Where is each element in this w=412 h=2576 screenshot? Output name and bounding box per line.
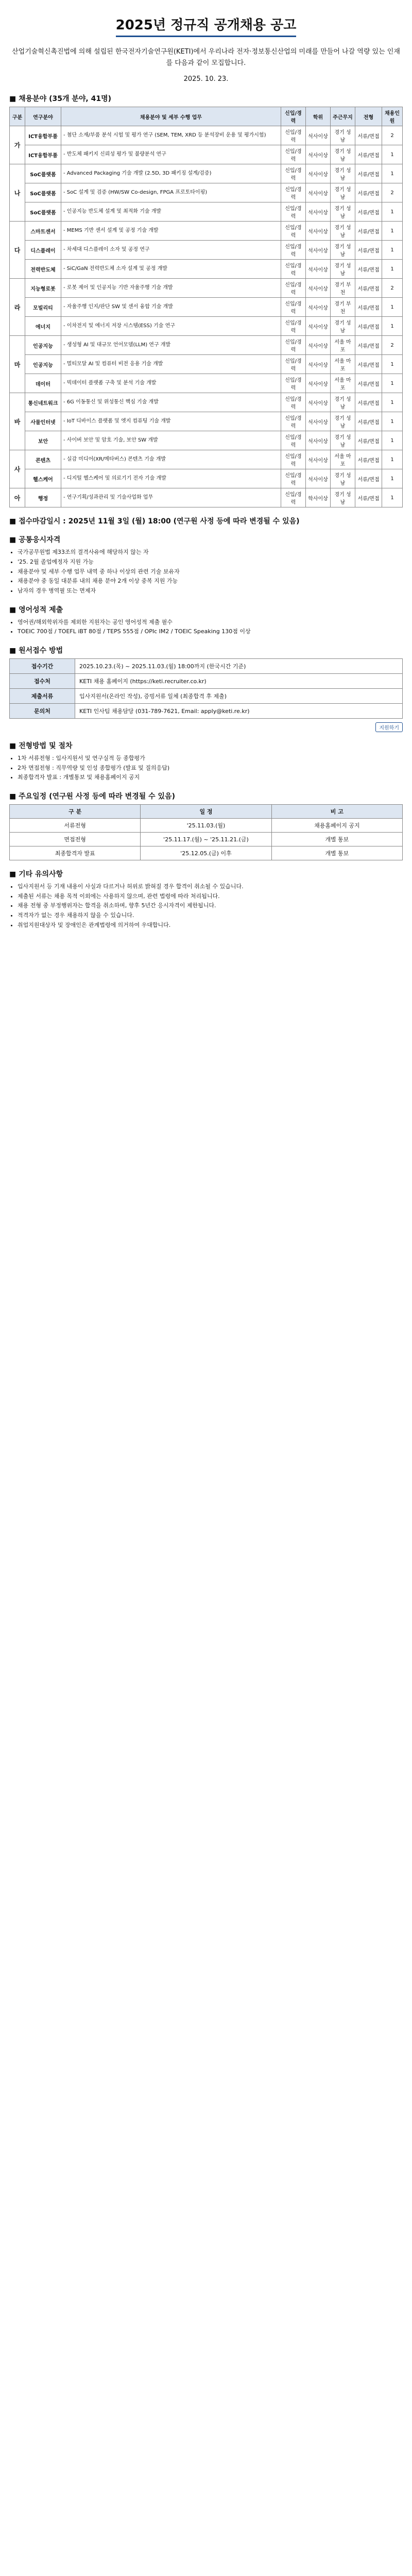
headcount-cell: 1 <box>382 145 403 164</box>
duty-cell: - 자율주행 인지/판단 SW 및 센서 융합 기술 개발 <box>61 298 281 317</box>
duty-cell: - SoC 설계 및 검증 (HW/SW Co-design, FPGA 프로토타이핑) <box>61 183 281 202</box>
exam-cell: 서류/면접 <box>355 222 382 241</box>
duty-cell: - 인공지능 반도체 설계 및 최적화 기술 개발 <box>61 202 281 222</box>
group-cell: 바 <box>10 393 25 450</box>
degree-cell: 석사이상 <box>306 298 331 317</box>
headcount-cell: 1 <box>382 488 403 507</box>
section-notes-title: ■ 기타 유의사항 <box>9 870 63 879</box>
column-header: 채용분야 및 세부 수행 업무 <box>61 107 281 126</box>
process-list <box>18 754 403 783</box>
table-row <box>10 819 403 833</box>
headcount-cell: 2 <box>382 126 403 145</box>
degree-cell: 석사이상 <box>306 241 331 260</box>
schedule-cell: 면접전형 <box>10 833 141 846</box>
duty-cell: - Advanced Packaging 기술 개발 (2.5D, 3D 패키징 설계/검증) <box>61 164 281 183</box>
career-cell: 신입/경력 <box>281 488 306 507</box>
exam-cell: 서류/면접 <box>355 450 382 469</box>
table-row <box>10 298 403 317</box>
degree-cell: 석사이상 <box>306 450 331 469</box>
table-row <box>10 833 403 846</box>
table-row <box>10 260 403 279</box>
field-cell: 스마트센서 <box>25 222 61 241</box>
degree-cell: 석사이상 <box>306 145 331 164</box>
site-cell: 서울 마포 <box>331 450 355 469</box>
list-item: • 적격자가 없는 경우 채용하지 않을 수 있습니다. <box>18 911 403 921</box>
degree-cell: 석사이상 <box>306 164 331 183</box>
site-cell: 경기 성남 <box>331 488 355 507</box>
exam-cell: 서류/면접 <box>355 336 382 355</box>
field-cell: 전력반도체 <box>25 260 61 279</box>
career-cell: 신입/경력 <box>281 279 306 298</box>
exam-cell: 서류/면접 <box>355 469 382 488</box>
english-score-list <box>18 618 403 637</box>
headcount-cell: 1 <box>382 222 403 241</box>
exam-cell: 서류/면접 <box>355 393 382 412</box>
duty-cell: - 멀티모달 AI 및 컴퓨터 비전 응용 기술 개발 <box>61 355 281 374</box>
site-cell: 경기 성남 <box>331 260 355 279</box>
headcount-cell: 1 <box>382 355 403 374</box>
career-cell: 신입/경력 <box>281 260 306 279</box>
table-row <box>10 488 403 507</box>
career-cell: 신입/경력 <box>281 164 306 183</box>
field-cell: 인공지능 <box>25 336 61 355</box>
career-cell: 신입/경력 <box>281 450 306 469</box>
site-cell: 경기 성남 <box>331 126 355 145</box>
career-cell: 신입/경력 <box>281 355 306 374</box>
headcount-cell: 1 <box>382 450 403 469</box>
schedule-cell: '25.11.17.(월) ~ '25.11.21.(금) <box>141 833 271 846</box>
degree-cell: 석사이상 <box>306 202 331 222</box>
table-row <box>10 704 403 719</box>
site-cell: 경기 성남 <box>331 431 355 450</box>
table-row <box>10 450 403 469</box>
info-label: 제출서류 <box>10 689 75 704</box>
career-cell: 신입/경력 <box>281 412 306 431</box>
table-row <box>10 659 403 674</box>
duty-cell: - SiC/GaN 전력반도체 소자 설계 및 공정 개발 <box>61 260 281 279</box>
column-header: 일 정 <box>141 805 271 819</box>
table-row <box>10 846 403 860</box>
list-item: • '25. 2월 졸업예정자 지원 가능 <box>18 557 403 567</box>
schedule-cell: 채용홈페이지 공지 <box>271 819 402 833</box>
page-title: 2025년 정규직 공개채용 공고 <box>9 14 403 37</box>
schedule-cell: 개별 통보 <box>271 846 402 860</box>
career-cell: 신입/경력 <box>281 317 306 336</box>
schedule-cell: '25.11.03.(월) <box>141 819 271 833</box>
duty-cell: - 이차전지 및 에너지 저장 시스템(ESS) 기술 연구 <box>61 317 281 336</box>
section-english-title: ■ 영어성적 제출 <box>9 605 63 614</box>
group-cell: 나 <box>10 164 25 222</box>
schedule-cell: 서류전형 <box>10 819 141 833</box>
table-row <box>10 689 403 704</box>
exam-cell: 서류/면접 <box>355 202 382 222</box>
headcount-cell: 1 <box>382 241 403 260</box>
exam-cell: 서류/면접 <box>355 317 382 336</box>
table-row <box>10 126 403 145</box>
exam-cell: 서류/면접 <box>355 260 382 279</box>
degree-cell: 석사이상 <box>306 183 331 202</box>
site-cell: 경기 성남 <box>331 241 355 260</box>
degree-cell: 석사이상 <box>306 412 331 431</box>
career-cell: 신입/경력 <box>281 202 306 222</box>
table-row <box>10 317 403 336</box>
degree-cell: 석사이상 <box>306 279 331 298</box>
site-cell: 경기 성남 <box>331 222 355 241</box>
headcount-cell: 1 <box>382 431 403 450</box>
table-row <box>10 393 403 412</box>
duty-cell: - 빅데이터 플랫폼 구축 및 분석 기술 개발 <box>61 374 281 393</box>
duty-cell: - 반도체 패키지 신뢰성 평가 및 불량분석 연구 <box>61 145 281 164</box>
section-recruit-fields-title: ■ 채용분야 (35개 분야, 41명) <box>9 95 111 104</box>
field-cell: 헬스케어 <box>25 469 61 488</box>
headcount-cell: 2 <box>382 279 403 298</box>
application-info-table <box>9 658 403 719</box>
career-cell: 신입/경력 <box>281 222 306 241</box>
list-item: • 국가공무원법 제33조의 결격사유에 해당하지 않는 자 <box>18 548 403 557</box>
info-value: 입사지원서(온라인 작성), 증빙서류 일체 (최종합격 후 제출) <box>75 689 403 704</box>
section-process-title: ■ 전형방법 및 절차 <box>9 742 73 750</box>
duty-cell: - MEMS 기반 센서 설계 및 공정 기술 개발 <box>61 222 281 241</box>
degree-cell: 석사이상 <box>306 336 331 355</box>
posting-date: 2025. 10. 23. <box>183 75 229 83</box>
exam-cell: 서류/면접 <box>355 164 382 183</box>
degree-cell: 석사이상 <box>306 222 331 241</box>
info-value: KETI 채용 홈페이지 (https://keti.recruiter.co.kr) <box>75 674 403 689</box>
exam-cell: 서류/면접 <box>355 145 382 164</box>
exam-cell: 서류/면접 <box>355 412 382 431</box>
exam-cell: 서류/면접 <box>355 126 382 145</box>
duty-cell: - 첨단 소재/부품 분석 시험 및 평가 연구 (SEM, TEM, XRD 등 분석장비 운용 및 평가시험) <box>61 126 281 145</box>
info-value: 2025.10.23.(목) ~ 2025.11.03.(월) 18:00까지 (한국시간 기준) <box>75 659 403 674</box>
site-cell: 경기 부천 <box>331 298 355 317</box>
table-row <box>10 222 403 241</box>
field-cell: 사물인터넷 <box>25 412 61 431</box>
recruit-fields-table <box>9 107 403 507</box>
headcount-cell: 1 <box>382 260 403 279</box>
schedule-cell: '25.12.05.(금) 이후 <box>141 846 271 860</box>
group-cell: 사 <box>10 450 25 488</box>
headcount-cell: 1 <box>382 164 403 183</box>
list-item: • 1차 서류전형 : 입사지원서 및 연구실적 등 종합평가 <box>18 754 403 764</box>
info-value: KETI 인사팀 채용담당 (031-789-7621, Email: apply@keti.re.kr) <box>75 704 403 719</box>
exam-cell: 서류/면접 <box>355 488 382 507</box>
list-item: • 남자의 경우 병역필 또는 면제자 <box>18 586 403 596</box>
column-header: 구분 <box>10 107 25 126</box>
exam-cell: 서류/면접 <box>355 183 382 202</box>
field-cell: 보안 <box>25 431 61 450</box>
section-qualification-title: ■ 공통응시자격 <box>9 536 61 545</box>
career-cell: 신입/경력 <box>281 431 306 450</box>
table-row <box>10 412 403 431</box>
duty-cell: - 연구기획/성과관리 및 기술사업화 업무 <box>61 488 281 507</box>
duty-cell: - 생성형 AI 및 대규모 언어모델(LLM) 연구 개발 <box>61 336 281 355</box>
list-item: • 채용분야 중 동일 대분류 내의 채용 분야 2개 이상 중복 지원 가능 <box>18 577 403 586</box>
degree-cell: 석사이상 <box>306 431 331 450</box>
list-item: • 최종합격자 발표 : 개별통보 및 채용홈페이지 공지 <box>18 773 403 783</box>
schedule-cell: 최종합격자 발표 <box>10 846 141 860</box>
column-header: 학위 <box>306 107 331 126</box>
section-deadline-title: ■ 접수마감일시 : 2025년 11월 3일 (월) 18:00 (연구원 사정 등에 따라 변경될 수 있음) <box>9 517 300 526</box>
headcount-cell: 1 <box>382 317 403 336</box>
exam-cell: 서류/면접 <box>355 279 382 298</box>
exam-cell: 서류/면접 <box>355 298 382 317</box>
field-cell: 에너지 <box>25 317 61 336</box>
career-cell: 신입/경력 <box>281 145 306 164</box>
career-cell: 신입/경력 <box>281 374 306 393</box>
group-cell: 라 <box>10 279 25 336</box>
exam-cell: 서류/면접 <box>355 355 382 374</box>
list-item: • 입사지원서 등 기재 내용이 사실과 다르거나 허위로 밝혀질 경우 합격이 취소될 수 있습니다. <box>18 882 403 892</box>
site-cell: 경기 부천 <box>331 279 355 298</box>
duty-cell: - 실감 미디어(XR/메타버스) 콘텐츠 기술 개발 <box>61 450 281 469</box>
column-header: 연구분야 <box>25 107 61 126</box>
column-header: 전형 <box>355 107 382 126</box>
career-cell: 신입/경력 <box>281 469 306 488</box>
field-cell: SoC플랫폼 <box>25 183 61 202</box>
field-cell: SoC플랫폼 <box>25 202 61 222</box>
list-item: • 채용분야 및 세부 수행 업무 내역 중 하나 이상의 관련 기술 보유자 <box>18 567 403 577</box>
exam-cell: 서류/면접 <box>355 431 382 450</box>
headcount-cell: 1 <box>382 469 403 488</box>
table-header-row <box>10 107 403 126</box>
degree-cell: 석사이상 <box>306 393 331 412</box>
field-cell: 인공지능 <box>25 355 61 374</box>
career-cell: 신입/경력 <box>281 298 306 317</box>
info-label: 문의처 <box>10 704 75 719</box>
job-posting-page <box>0 0 412 941</box>
field-cell: 모빌리티 <box>25 298 61 317</box>
headcount-cell: 1 <box>382 374 403 393</box>
table-row <box>10 374 403 393</box>
apply-button[interactable]: 지원하기 <box>375 722 403 732</box>
degree-cell: 석사이상 <box>306 355 331 374</box>
site-cell: 경기 성남 <box>331 412 355 431</box>
duty-cell: - IoT 디바이스 플랫폼 및 엣지 컴퓨팅 기술 개발 <box>61 412 281 431</box>
list-item: • 영어권/해외학위자를 제외한 지원자는 공인 영어성적 제출 필수 <box>18 618 403 628</box>
site-cell: 서울 마포 <box>331 336 355 355</box>
headcount-cell: 1 <box>382 202 403 222</box>
duty-cell: - 6G 이동통신 및 위성통신 핵심 기술 개발 <box>61 393 281 412</box>
table-row <box>10 279 403 298</box>
duty-cell: - 사이버 보안 및 암호 기술, 보안 SW 개발 <box>61 431 281 450</box>
career-cell: 신입/경력 <box>281 126 306 145</box>
site-cell: 경기 성남 <box>331 145 355 164</box>
schedule-cell: 개별 통보 <box>271 833 402 846</box>
list-item: • 취업지원대상자 및 장애인은 관계법령에 의거하여 우대합니다. <box>18 921 403 930</box>
site-cell: 경기 성남 <box>331 469 355 488</box>
site-cell: 서울 마포 <box>331 374 355 393</box>
headcount-cell: 2 <box>382 336 403 355</box>
duty-cell: - 디지털 헬스케어 및 의료기기 전자 기술 개발 <box>61 469 281 488</box>
list-item: • TOEIC 700점 / TOEFL iBT 80점 / TEPS 555점 / OPIc IM2 / TOEIC Speaking 130점 이상 <box>18 627 403 637</box>
table-row <box>10 469 403 488</box>
notes-list <box>18 882 403 930</box>
degree-cell: 석사이상 <box>306 469 331 488</box>
site-cell: 서울 마포 <box>331 355 355 374</box>
headcount-cell: 2 <box>382 183 403 202</box>
exam-cell: 서류/면접 <box>355 374 382 393</box>
site-cell: 경기 성남 <box>331 183 355 202</box>
field-cell: 데이터 <box>25 374 61 393</box>
table-row <box>10 336 403 355</box>
field-cell: 행정 <box>25 488 61 507</box>
duty-cell: - 로봇 제어 및 인공지능 기반 자율주행 기술 개발 <box>61 279 281 298</box>
site-cell: 경기 성남 <box>331 202 355 222</box>
group-cell: 아 <box>10 488 25 507</box>
site-cell: 경기 성남 <box>331 317 355 336</box>
column-header: 비 고 <box>271 805 402 819</box>
schedule-table <box>9 804 403 860</box>
degree-cell: 석사이상 <box>306 260 331 279</box>
career-cell: 신입/경력 <box>281 336 306 355</box>
table-row <box>10 164 403 183</box>
field-cell: 통신네트워크 <box>25 393 61 412</box>
degree-cell: 석사이상 <box>306 317 331 336</box>
table-body <box>10 126 403 507</box>
section-application-title: ■ 원서접수 방법 <box>9 647 63 655</box>
career-cell: 신입/경력 <box>281 241 306 260</box>
group-cell: 다 <box>10 222 25 279</box>
field-cell: ICT융합부품 <box>25 145 61 164</box>
list-item: • 2차 면접전형 : 직무역량 및 인성 종합평가 (발표 및 질의응답) <box>18 764 403 773</box>
headcount-cell: 1 <box>382 412 403 431</box>
column-header: 신입/경력 <box>281 107 306 126</box>
table-row <box>10 183 403 202</box>
list-item: • 채용 전형 중 부정행위자는 합격을 취소하며, 향후 5년간 응시자격이 제한됩니다. <box>18 901 403 911</box>
info-label: 접수기간 <box>10 659 75 674</box>
career-cell: 신입/경력 <box>281 183 306 202</box>
field-cell: 콘텐츠 <box>25 450 61 469</box>
table-row <box>10 202 403 222</box>
column-header: 주근무지 <box>331 107 355 126</box>
group-cell: 마 <box>10 336 25 393</box>
table-row <box>10 674 403 689</box>
section-schedule-title: ■ 주요일정 (연구원 사정 등에 따라 변경될 수 있음) <box>9 792 175 801</box>
field-cell: 디스플레이 <box>25 241 61 260</box>
qualification-list <box>18 548 403 596</box>
duty-cell: - 차세대 디스플레이 소자 및 공정 연구 <box>61 241 281 260</box>
degree-cell: 석사이상 <box>306 374 331 393</box>
headcount-cell: 1 <box>382 393 403 412</box>
intro-text: 산업기술혁신촉진법에 의해 설립된 한국전자기술연구원(KETI)에서 우리나라 전자·정보통신산업의 미래를 만들어 나갈 역량 있는 인재를 다음과 같이 모집합니다. <box>12 48 400 67</box>
site-cell: 경기 성남 <box>331 164 355 183</box>
exam-cell: 서류/면접 <box>355 241 382 260</box>
career-cell: 신입/경력 <box>281 393 306 412</box>
info-label: 접수처 <box>10 674 75 689</box>
column-header: 구 분 <box>10 805 141 819</box>
table-row <box>10 355 403 374</box>
field-cell: SoC플랫폼 <box>25 164 61 183</box>
field-cell: 지능형로봇 <box>25 279 61 298</box>
headcount-cell: 1 <box>382 298 403 317</box>
site-cell: 경기 성남 <box>331 393 355 412</box>
list-item: • 제출된 서류는 채용 목적 이외에는 사용하지 않으며, 관련 법령에 따라 처리됩니다. <box>18 892 403 902</box>
field-cell: ICT융합부품 <box>25 126 61 145</box>
table-row <box>10 145 403 164</box>
table-row <box>10 241 403 260</box>
degree-cell: 학사이상 <box>306 488 331 507</box>
column-header: 채용인원 <box>382 107 403 126</box>
degree-cell: 석사이상 <box>306 126 331 145</box>
group-cell: 가 <box>10 126 25 164</box>
table-row <box>10 431 403 450</box>
